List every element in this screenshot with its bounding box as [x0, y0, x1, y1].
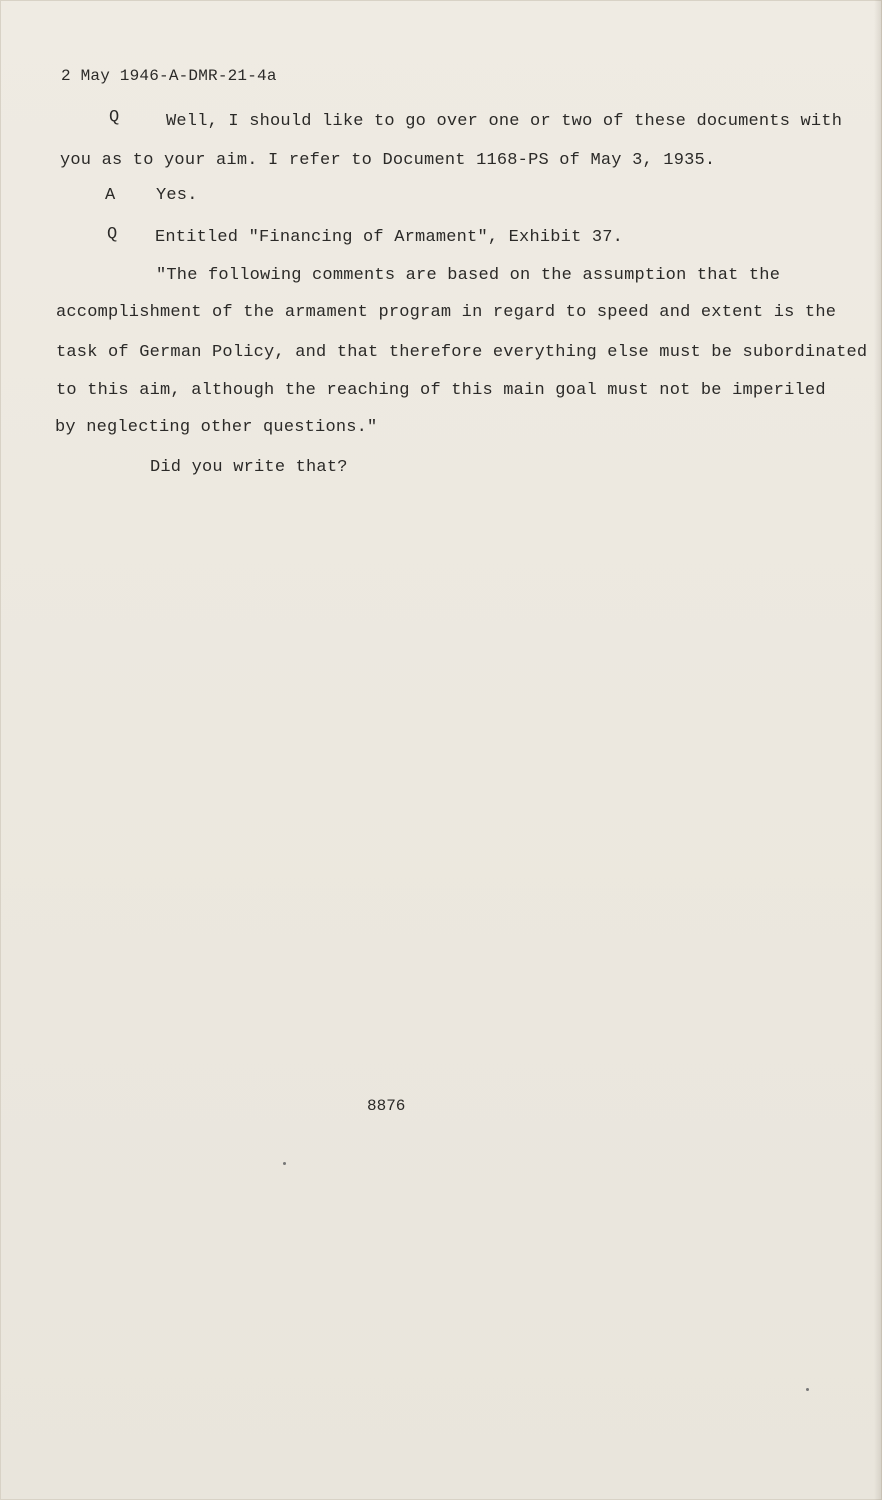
closing-question: Did you write that?: [150, 458, 348, 477]
answer-yes: Yes.: [156, 186, 198, 205]
speaker-a: A: [105, 186, 116, 205]
question-2-line-1: Entitled "Financing of Armament", Exhibit 37.: [155, 228, 624, 247]
question-1-line-1: Well, I should like to go over one or two of these documents with: [166, 112, 843, 131]
paper-edge-shadow: [874, 0, 882, 1500]
quote-line-1: "The following comments are based on the assumption that the: [156, 266, 781, 285]
quote-line-4: to this aim, although the reaching of this main goal must not be imperiled: [56, 381, 826, 400]
paper-speck: [283, 1162, 286, 1165]
document-header: 2 May 1946-A-DMR-21-4a: [61, 67, 277, 85]
paper-speck: [806, 1388, 809, 1391]
question-1-line-2: you as to your aim. I refer to Document 1168-PS of May 3, 1935.: [60, 151, 716, 170]
page-number: 8876: [367, 1097, 406, 1115]
quote-line-3: task of German Policy, and that therefore everything else must be subordinated: [56, 343, 868, 362]
speaker-q-2: Q: [107, 225, 118, 244]
quote-line-2: accomplishment of the armament program in regard to speed and extent is the: [56, 303, 837, 322]
quote-line-5: by neglecting other questions.": [55, 418, 378, 437]
speaker-q-1: Q: [109, 108, 120, 127]
